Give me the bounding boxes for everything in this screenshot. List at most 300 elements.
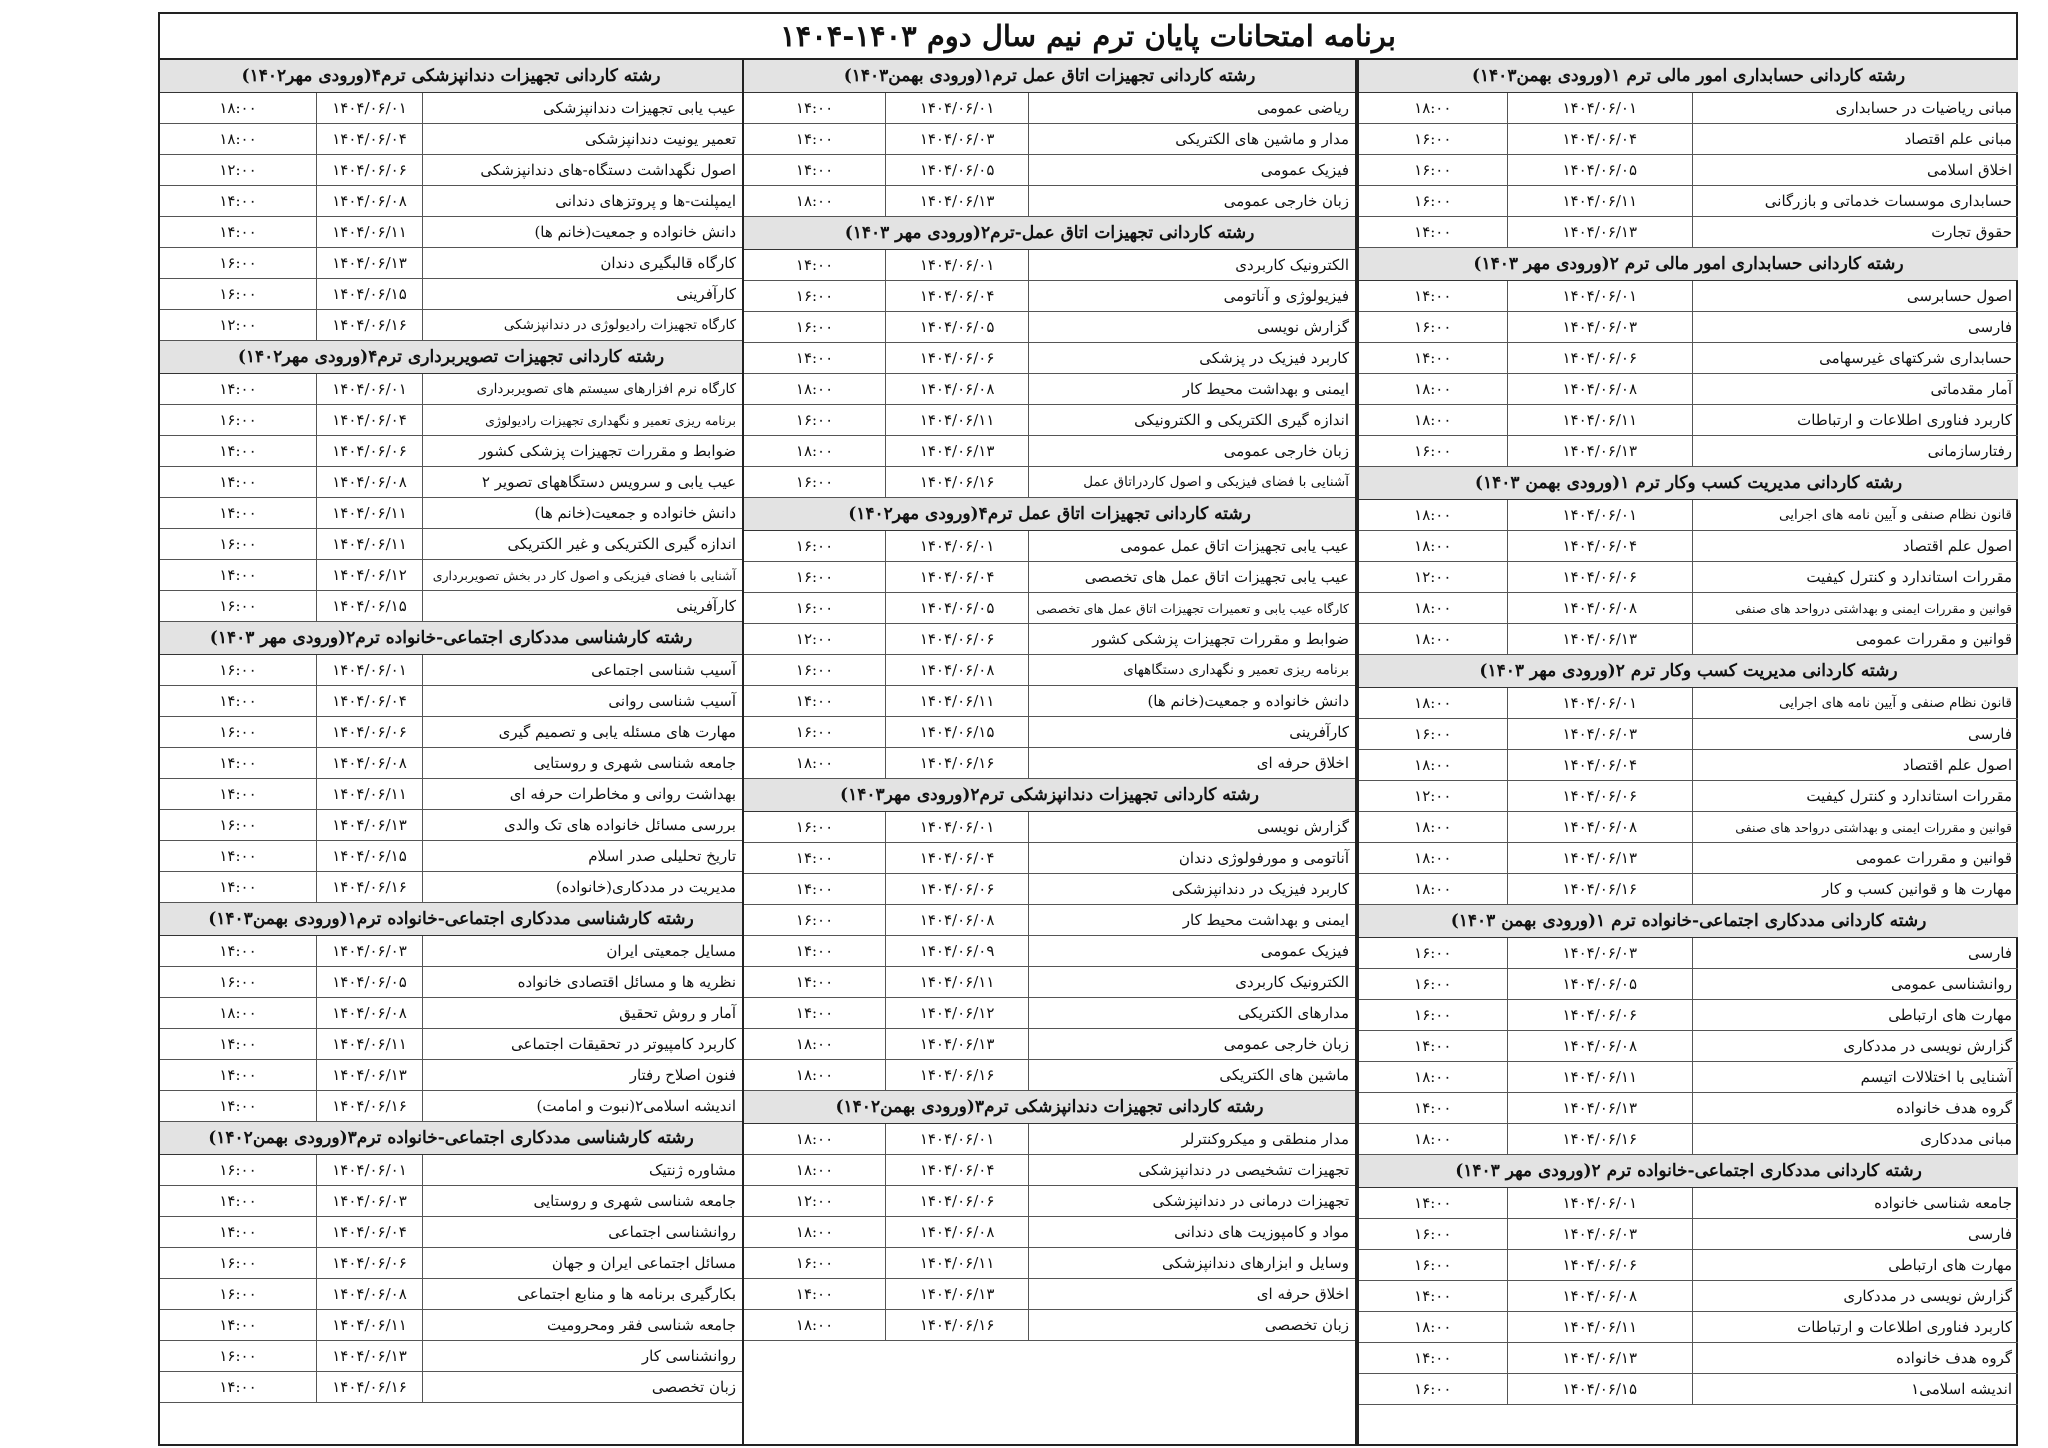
table-row bbox=[1359, 1250, 2018, 1281]
table-row bbox=[160, 310, 742, 341]
table-row bbox=[1359, 1343, 2018, 1374]
exam-subject: دانش خانواده و جمعیت(خانم ها) bbox=[422, 217, 742, 247]
exam-subject: آشنایی با اختلالات اتیسم bbox=[1692, 1062, 2018, 1092]
exam-subject: مبانی علم اقتصاد bbox=[1692, 124, 2018, 154]
exam-time: ۱۸:۰۰ bbox=[1414, 99, 1452, 117]
exam-time: ۱۸:۰۰ bbox=[1414, 411, 1452, 429]
exam-subject: فیزیولوژی و آناتومی bbox=[1028, 281, 1355, 311]
exam-time: ۱۶:۰۰ bbox=[795, 411, 834, 429]
exam-subject: کارگاه نرم افزارهای سیستم های تصویربرداری bbox=[422, 374, 742, 404]
table-row bbox=[744, 967, 1355, 998]
program-header: رشته کاردانی تجهیزات دندانپزشکی ترم۲(ورودی مهر۱۴۰۳) bbox=[744, 779, 1355, 812]
table-row bbox=[744, 998, 1355, 1029]
exam-time: ۱۴:۰۰ bbox=[219, 192, 257, 210]
exam-subject: گزارش نویسی bbox=[1028, 812, 1355, 842]
exam-subject: گروه هدف خانواده bbox=[1692, 1093, 2018, 1123]
table-row bbox=[160, 686, 742, 717]
exam-time: ۱۴:۰۰ bbox=[219, 1378, 257, 1396]
exam-date: ۱۴۰۴/۰۶/۱۵ bbox=[1507, 1374, 1692, 1404]
exam-date: ۱۴۰۴/۰۶/۱۳ bbox=[885, 186, 1028, 216]
exam-date: ۱۴۰۴/۰۶/۰۸ bbox=[885, 1217, 1028, 1247]
exam-subject: اخلاق حرفه ای bbox=[1028, 748, 1355, 778]
exam-time: ۱۶:۰۰ bbox=[1414, 1256, 1452, 1274]
table-row bbox=[160, 529, 742, 560]
table-row bbox=[744, 1279, 1355, 1310]
exam-subject: قوانین و مقررات عمومی bbox=[1692, 843, 2018, 873]
table-row bbox=[160, 841, 742, 872]
exam-time: ۱۶:۰۰ bbox=[219, 597, 257, 615]
exam-subject: فیزیک عمومی bbox=[1028, 936, 1355, 966]
exam-date: ۱۴۰۴/۰۶/۱۶ bbox=[316, 310, 422, 340]
exam-subject: جامعه شناسی فقر ومحرومیت bbox=[422, 1310, 742, 1340]
exam-time: ۱۶:۰۰ bbox=[1414, 442, 1452, 460]
table-row bbox=[1359, 531, 2018, 562]
exam-date: ۱۴۰۴/۰۶/۱۱ bbox=[885, 1248, 1028, 1278]
table-row bbox=[1359, 281, 2018, 312]
table-row bbox=[160, 374, 742, 405]
exam-date: ۱۴۰۴/۰۶/۰۶ bbox=[885, 1186, 1028, 1216]
exam-date: ۱۴۰۴/۰۶/۱۱ bbox=[1507, 186, 1692, 216]
exam-subject: مهارت های ارتباطی bbox=[1692, 1000, 2018, 1030]
exam-subject: دانش خانواده و جمعیت(خانم ها) bbox=[1028, 686, 1355, 716]
exam-subject: قانون نظام صنفی و آیین نامه های اجرایی bbox=[1692, 500, 2018, 530]
exam-time: ۱۶:۰۰ bbox=[795, 661, 834, 679]
exam-time: ۱۴:۰۰ bbox=[795, 99, 834, 117]
exam-date: ۱۴۰۴/۰۶/۱۱ bbox=[316, 1310, 422, 1340]
table-row bbox=[1359, 843, 2018, 874]
exam-date: ۱۴۰۴/۰۶/۱۱ bbox=[316, 529, 422, 559]
program-header: رشته کاردانی مدیریت کسب وکار ترم ۲(ورودی مهر ۱۴۰۳) bbox=[1359, 655, 2018, 688]
exam-subject: اصول علم اقتصاد bbox=[1692, 750, 2018, 780]
table-row bbox=[744, 436, 1355, 467]
exam-date: ۱۴۰۴/۰۶/۱۳ bbox=[885, 1279, 1028, 1309]
table-row bbox=[744, 405, 1355, 436]
exam-subject: قوانین و مقررات عمومی bbox=[1692, 624, 2018, 654]
exam-subject: بکارگیری برنامه ها و منابع اجتماعی bbox=[422, 1279, 742, 1309]
program-header: رشته کاردانی تجهیزات تصویربرداری ترم۴(ورودی مهر۱۴۰۲) bbox=[160, 341, 742, 374]
table-row bbox=[1359, 217, 2018, 248]
program-header: رشته کاردانی حسابداری امور مالی ترم ۲(ورودی مهر ۱۴۰۳) bbox=[1359, 248, 2018, 281]
exam-date: ۱۴۰۴/۰۶/۰۴ bbox=[885, 1155, 1028, 1185]
exam-subject: آشنایی با فضای فیزیکی و اصول کاردراتاق عمل bbox=[1028, 467, 1355, 497]
table-row bbox=[744, 374, 1355, 405]
exam-time: ۱۴:۰۰ bbox=[219, 1192, 257, 1210]
exam-subject: تجهیزات تشخیصی در دندانپزشکی bbox=[1028, 1155, 1355, 1185]
table-row bbox=[160, 498, 742, 529]
exam-subject: مدار و ماشین های الکتریکی bbox=[1028, 124, 1355, 154]
exam-time: ۱۴:۰۰ bbox=[219, 223, 257, 241]
table-row bbox=[1359, 812, 2018, 843]
exam-date: ۱۴۰۴/۰۶/۱۱ bbox=[1507, 1062, 1692, 1092]
exam-date: ۱۴۰۴/۰۶/۰۶ bbox=[316, 436, 422, 466]
table-row bbox=[160, 155, 742, 186]
exam-subject: زبان خارجی عمومی bbox=[1028, 1029, 1355, 1059]
exam-subject: الکترونیک کاربردی bbox=[1028, 967, 1355, 997]
exam-subject: کاربرد فیزیک در پزشکی bbox=[1028, 343, 1355, 373]
exam-date: ۱۴۰۴/۰۶/۱۳ bbox=[316, 248, 422, 278]
exam-subject: جامعه شناسی شهری و روستایی bbox=[422, 748, 742, 778]
exam-date: ۱۴۰۴/۰۶/۰۸ bbox=[316, 748, 422, 778]
table-row bbox=[744, 905, 1355, 936]
schedule-column-right bbox=[1357, 60, 2018, 1446]
exam-subject: اندازه گیری الکتریکی و الکترونیکی bbox=[1028, 405, 1355, 435]
table-row bbox=[1359, 719, 2018, 750]
exam-subject: گزارش نویسی bbox=[1028, 312, 1355, 342]
table-row bbox=[160, 405, 742, 436]
exam-date: ۱۴۰۴/۰۶/۱۶ bbox=[316, 1091, 422, 1121]
program-header: رشته کارشناسی مددکاری اجتماعی-خانواده ترم۳(ورودی بهمن۱۴۰۲) bbox=[160, 1122, 742, 1155]
exam-date: ۱۴۰۴/۰۶/۰۴ bbox=[885, 562, 1028, 592]
table-row bbox=[744, 843, 1355, 874]
exam-time: ۱۶:۰۰ bbox=[1414, 975, 1452, 993]
exam-date: ۱۴۰۴/۰۶/۱۶ bbox=[885, 1060, 1028, 1090]
table-row bbox=[160, 1029, 742, 1060]
exam-subject: دانش خانواده و جمعیت(خانم ها) bbox=[422, 498, 742, 528]
exam-subject: تعمیر یونیت دندانپزشکی bbox=[422, 124, 742, 154]
exam-date: ۱۴۰۴/۰۶/۰۶ bbox=[1507, 1250, 1692, 1280]
exam-subject: مسائل اجتماعی ایران و جهان bbox=[422, 1248, 742, 1278]
exam-date: ۱۴۰۴/۰۶/۰۸ bbox=[885, 655, 1028, 685]
table-row bbox=[1359, 374, 2018, 405]
exam-time: ۱۴:۰۰ bbox=[795, 161, 834, 179]
exam-subject: اصول نگهداشت دستگاه-های دندانپزشکی bbox=[422, 155, 742, 185]
table-row bbox=[160, 810, 742, 841]
table-row bbox=[160, 591, 742, 622]
exam-date: ۱۴۰۴/۰۶/۰۶ bbox=[885, 343, 1028, 373]
table-row bbox=[744, 874, 1355, 905]
exam-subject: کاربرد فناوری اطلاعات و ارتباطات bbox=[1692, 1312, 2018, 1342]
exam-subject: زبان تخصصی bbox=[1028, 1310, 1355, 1340]
exam-time: ۱۲:۰۰ bbox=[1414, 568, 1452, 586]
table-row bbox=[160, 560, 742, 591]
exam-time: ۱۴:۰۰ bbox=[219, 785, 257, 803]
exam-date: ۱۴۰۴/۰۶/۰۳ bbox=[316, 1186, 422, 1216]
exam-time: ۱۶:۰۰ bbox=[1414, 130, 1452, 148]
exam-date: ۱۴۰۴/۰۶/۱۶ bbox=[885, 1310, 1028, 1340]
table-row bbox=[160, 93, 742, 124]
table-row bbox=[744, 562, 1355, 593]
program-header: رشته کاردانی تجهیزات اتاق عمل-ترم۲(ورودی مهر ۱۴۰۳) bbox=[744, 217, 1355, 250]
exam-subject: ضوابط و مقررات تجهیزات پزشکی کشور bbox=[1028, 624, 1355, 654]
exam-time: ۱۸:۰۰ bbox=[795, 1316, 834, 1334]
exam-date: ۱۴۰۴/۰۶/۰۸ bbox=[1507, 1031, 1692, 1061]
exam-time: ۱۸:۰۰ bbox=[219, 99, 257, 117]
exam-time: ۱۴:۰۰ bbox=[219, 847, 257, 865]
program-header: رشته کارشناسی مددکاری اجتماعی-خانواده ترم۱(ورودی بهمن۱۴۰۳) bbox=[160, 903, 742, 936]
exam-time: ۱۴:۰۰ bbox=[1414, 1349, 1452, 1367]
exam-date: ۱۴۰۴/۰۶/۱۶ bbox=[1507, 874, 1692, 904]
exam-date: ۱۴۰۴/۰۶/۰۶ bbox=[1507, 343, 1692, 373]
exam-subject: آشنایی با فضای فیزیکی و اصول کار در بخش تصویربرداری bbox=[422, 560, 742, 590]
exam-date: ۱۴۰۴/۰۶/۰۶ bbox=[885, 624, 1028, 654]
table-row bbox=[1359, 1312, 2018, 1343]
exam-subject: گروه هدف خانواده bbox=[1692, 1343, 2018, 1373]
table-row bbox=[160, 1279, 742, 1310]
exam-subject: رفتارسازمانی bbox=[1692, 436, 2018, 466]
exam-date: ۱۴۰۴/۰۶/۰۵ bbox=[1507, 969, 1692, 999]
exam-time: ۱۴:۰۰ bbox=[1414, 349, 1452, 367]
exam-subject: آمار و روش تحقیق bbox=[422, 998, 742, 1028]
exam-time: ۱۶:۰۰ bbox=[1414, 318, 1452, 336]
exam-time: ۱۸:۰۰ bbox=[1414, 380, 1452, 398]
table-row bbox=[744, 343, 1355, 374]
exam-subject: مقررات استاندارد و کنترل کیفیت bbox=[1692, 781, 2018, 811]
exam-time: ۱۸:۰۰ bbox=[795, 380, 834, 398]
exam-date: ۱۴۰۴/۰۶/۰۱ bbox=[1507, 281, 1692, 311]
exam-date: ۱۴۰۴/۰۶/۰۳ bbox=[1507, 719, 1692, 749]
exam-subject: مسایل جمعیتی ایران bbox=[422, 936, 742, 966]
exam-subject: اصول علم اقتصاد bbox=[1692, 531, 2018, 561]
table-row bbox=[1359, 750, 2018, 781]
exam-date: ۱۴۰۴/۰۶/۱۳ bbox=[1507, 1343, 1692, 1373]
exam-time: ۱۴:۰۰ bbox=[1414, 1037, 1452, 1055]
exam-time: ۱۴:۰۰ bbox=[219, 692, 257, 710]
exam-subject: قوانین و مقررات ایمنی و بهداشتی درواحد های صنفی bbox=[1692, 812, 2018, 842]
exam-subject: روانشناسی اجتماعی bbox=[422, 1217, 742, 1247]
exam-time: ۱۲:۰۰ bbox=[795, 630, 834, 648]
exam-time: ۱۶:۰۰ bbox=[1414, 161, 1452, 179]
exam-time: ۱۴:۰۰ bbox=[795, 692, 834, 710]
table-row bbox=[744, 186, 1355, 217]
exam-time: ۱۸:۰۰ bbox=[1414, 849, 1452, 867]
table-row bbox=[160, 1341, 742, 1372]
exam-time: ۱۶:۰۰ bbox=[219, 254, 257, 272]
table-row bbox=[160, 936, 742, 967]
exam-time: ۱۶:۰۰ bbox=[219, 411, 257, 429]
table-row bbox=[160, 1060, 742, 1091]
exam-subject: حسابداری موسسات خدماتی و بازرگانی bbox=[1692, 186, 2018, 216]
table-row bbox=[1359, 593, 2018, 624]
exam-date: ۱۴۰۴/۰۶/۰۶ bbox=[1507, 1000, 1692, 1030]
exam-subject: آسیب شناسی اجتماعی bbox=[422, 655, 742, 685]
exam-time: ۱۸:۰۰ bbox=[1414, 818, 1452, 836]
table-row bbox=[744, 1060, 1355, 1091]
exam-date: ۱۴۰۴/۰۶/۰۳ bbox=[1507, 1219, 1692, 1249]
exam-subject: ایمپلنت-ها و پروتزهای دندانی bbox=[422, 186, 742, 216]
exam-time: ۱۶:۰۰ bbox=[1414, 1006, 1452, 1024]
exam-date: ۱۴۰۴/۰۶/۱۳ bbox=[885, 1029, 1028, 1059]
exam-subject: آسیب شناسی روانی bbox=[422, 686, 742, 716]
exam-date: ۱۴۰۴/۰۶/۰۹ bbox=[885, 936, 1028, 966]
exam-time: ۱۸:۰۰ bbox=[795, 754, 834, 772]
exam-subject: اخلاق اسلامی bbox=[1692, 155, 2018, 185]
exam-time: ۱۶:۰۰ bbox=[219, 535, 257, 553]
program-header: رشته کاردانی حسابداری امور مالی ترم ۱(ورودی بهمن۱۴۰۳) bbox=[1359, 60, 2018, 93]
exam-time: ۱۶:۰۰ bbox=[795, 723, 834, 741]
exam-subject: فیزیک عمومی bbox=[1028, 155, 1355, 185]
exam-subject: ماشین های الکتریکی bbox=[1028, 1060, 1355, 1090]
table-row bbox=[744, 1124, 1355, 1155]
exam-time: ۱۶:۰۰ bbox=[1414, 725, 1452, 743]
program-header: رشته کاردانی مددکاری اجتماعی-خانواده ترم ۲(ورودی مهر ۱۴۰۳) bbox=[1359, 1155, 2018, 1188]
table-row bbox=[1359, 1374, 2018, 1405]
program-header: رشته کارشناسی مددکاری اجتماعی-خانواده ترم۲(ورودی مهر ۱۴۰۳) bbox=[160, 622, 742, 655]
exam-time: ۱۴:۰۰ bbox=[219, 442, 257, 460]
exam-time: ۱۶:۰۰ bbox=[1414, 944, 1452, 962]
exam-subject: عیب یابی تجهیزات اتاق عمل عمومی bbox=[1028, 531, 1355, 561]
exam-date: ۱۴۰۴/۰۶/۰۸ bbox=[316, 1279, 422, 1309]
table-row bbox=[744, 655, 1355, 686]
exam-date: ۱۴۰۴/۰۶/۱۱ bbox=[1507, 405, 1692, 435]
exam-time: ۱۴:۰۰ bbox=[219, 942, 257, 960]
exam-date: ۱۴۰۴/۰۶/۰۶ bbox=[1507, 562, 1692, 592]
table-row bbox=[160, 655, 742, 686]
table-row bbox=[160, 124, 742, 155]
exam-subject: تاریخ تحلیلی صدر اسلام bbox=[422, 841, 742, 871]
table-row bbox=[1359, 186, 2018, 217]
exam-time: ۱۴:۰۰ bbox=[219, 1316, 257, 1334]
exam-time: ۱۲:۰۰ bbox=[219, 316, 257, 334]
exam-date: ۱۴۰۴/۰۶/۱۱ bbox=[1507, 1312, 1692, 1342]
table-row bbox=[1359, 343, 2018, 374]
exam-date: ۱۴۰۴/۰۶/۱۱ bbox=[885, 686, 1028, 716]
table-row bbox=[160, 1310, 742, 1341]
exam-date: ۱۴۰۴/۰۶/۰۸ bbox=[316, 998, 422, 1028]
exam-time: ۱۴:۰۰ bbox=[795, 256, 834, 274]
program-header: رشته کاردانی تجهیزات دندانپزشکی ترم۴(ورودی مهر۱۴۰۲) bbox=[160, 60, 742, 93]
exam-subject: فنون اصلاح رفتار bbox=[422, 1060, 742, 1090]
exam-subject: الکترونیک کاربردی bbox=[1028, 250, 1355, 280]
exam-time: ۱۸:۰۰ bbox=[1414, 1130, 1452, 1148]
exam-date: ۱۴۰۴/۰۶/۰۱ bbox=[1507, 500, 1692, 530]
table-row bbox=[160, 967, 742, 998]
table-row bbox=[744, 124, 1355, 155]
table-row bbox=[160, 717, 742, 748]
exam-subject: کارآفرینی bbox=[422, 279, 742, 309]
exam-time: ۱۴:۰۰ bbox=[1414, 287, 1452, 305]
program-header: رشته کاردانی تجهیزات دندانپزشکی ترم۳(ورودی بهمن۱۴۰۲) bbox=[744, 1091, 1355, 1124]
exam-time: ۱۸:۰۰ bbox=[1414, 506, 1452, 524]
exam-subject: بررسی مسائل خانواده های تک والدی bbox=[422, 810, 742, 840]
exam-time: ۱۶:۰۰ bbox=[795, 473, 834, 491]
table-row bbox=[744, 1217, 1355, 1248]
program-header: رشته کاردانی تجهیزات اتاق عمل ترم۴(ورودی مهر۱۴۰۲) bbox=[744, 498, 1355, 531]
schedule-column-left bbox=[160, 60, 742, 1446]
table-row bbox=[1359, 969, 2018, 1000]
program-header: رشته کاردانی مددکاری اجتماعی-خانواده ترم ۱(ورودی بهمن ۱۴۰۳) bbox=[1359, 905, 2018, 938]
exam-subject: جامعه شناسی شهری و روستایی bbox=[422, 1186, 742, 1216]
exam-time: ۱۸:۰۰ bbox=[795, 1223, 834, 1241]
exam-date: ۱۴۰۴/۰۶/۱۱ bbox=[316, 779, 422, 809]
exam-time: ۱۶:۰۰ bbox=[1414, 1380, 1452, 1398]
table-row bbox=[1359, 781, 2018, 812]
exam-time: ۱۶:۰۰ bbox=[1414, 192, 1452, 210]
exam-time: ۱۸:۰۰ bbox=[1414, 694, 1452, 712]
table-row bbox=[1359, 500, 2018, 531]
table-row bbox=[744, 312, 1355, 343]
table-row bbox=[160, 279, 742, 310]
exam-time: ۱۶:۰۰ bbox=[219, 1161, 257, 1179]
exam-date: ۱۴۰۴/۰۶/۰۴ bbox=[316, 1217, 422, 1247]
exam-subject: آمار مقدماتی bbox=[1692, 374, 2018, 404]
exam-subject: مدار منطقی و میکروکنترلر bbox=[1028, 1124, 1355, 1154]
exam-time: ۱۸:۰۰ bbox=[1414, 1318, 1452, 1336]
exam-subject: گزارش نویسی در مددکاری bbox=[1692, 1281, 2018, 1311]
exam-time: ۱۸:۰۰ bbox=[795, 1035, 834, 1053]
exam-subject: اندیشه اسلامی۲(نبوت و امامت) bbox=[422, 1091, 742, 1121]
exam-time: ۱۴:۰۰ bbox=[1414, 1194, 1452, 1212]
exam-date: ۱۴۰۴/۰۶/۰۴ bbox=[1507, 531, 1692, 561]
exam-date: ۱۴۰۴/۰۶/۰۱ bbox=[1507, 1188, 1692, 1218]
exam-date: ۱۴۰۴/۰۶/۰۶ bbox=[885, 874, 1028, 904]
exam-time: ۱۶:۰۰ bbox=[219, 285, 257, 303]
exam-date: ۱۴۰۴/۰۶/۰۵ bbox=[316, 967, 422, 997]
exam-subject: فارسی bbox=[1692, 312, 2018, 342]
exam-date: ۱۴۰۴/۰۶/۱۱ bbox=[885, 405, 1028, 435]
exam-date: ۱۴۰۴/۰۶/۱۵ bbox=[316, 279, 422, 309]
exam-subject: تجهیزات درمانی در دندانپزشکی bbox=[1028, 1186, 1355, 1216]
exam-date: ۱۴۰۴/۰۶/۱۱ bbox=[316, 217, 422, 247]
exam-subject: کارآفرینی bbox=[1028, 717, 1355, 747]
exam-time: ۱۲:۰۰ bbox=[1414, 787, 1452, 805]
table-row bbox=[744, 624, 1355, 655]
exam-date: ۱۴۰۴/۰۶/۱۳ bbox=[316, 1341, 422, 1371]
exam-subject: وسایل و ابزارهای دندانپزشکی bbox=[1028, 1248, 1355, 1278]
exam-date: ۱۴۰۴/۰۶/۰۱ bbox=[1507, 688, 1692, 718]
exam-date: ۱۴۰۴/۰۶/۰۸ bbox=[1507, 1281, 1692, 1311]
exam-time: ۱۸:۰۰ bbox=[1414, 880, 1452, 898]
exam-time: ۱۴:۰۰ bbox=[795, 1285, 834, 1303]
exam-subject: ضوابط و مقررات تجهیزات پزشکی کشور bbox=[422, 436, 742, 466]
exam-date: ۱۴۰۴/۰۶/۱۶ bbox=[316, 872, 422, 902]
exam-subject: کارگاه قالبگیری دندان bbox=[422, 248, 742, 278]
exam-subject: مهارت ها و قوانین کسب و کار bbox=[1692, 874, 2018, 904]
exam-time: ۱۶:۰۰ bbox=[795, 568, 834, 586]
table-row bbox=[744, 281, 1355, 312]
exam-date: ۱۴۰۴/۰۶/۰۸ bbox=[1507, 593, 1692, 623]
exam-time: ۱۴:۰۰ bbox=[219, 566, 257, 584]
exam-date: ۱۴۰۴/۰۶/۰۶ bbox=[316, 155, 422, 185]
exam-subject: حسابداری شرکتهای غیرسهامی bbox=[1692, 343, 2018, 373]
exam-subject: مدیریت در مددکاری(خانواده) bbox=[422, 872, 742, 902]
program-header: رشته کاردانی مدیریت کسب وکار ترم ۱(ورودی بهمن ۱۴۰۳) bbox=[1359, 467, 2018, 500]
table-row bbox=[160, 217, 742, 248]
exam-subject: اصول حسابرسی bbox=[1692, 281, 2018, 311]
table-row bbox=[1359, 688, 2018, 719]
exam-time: ۱۶:۰۰ bbox=[219, 1285, 257, 1303]
exam-time: ۱۴:۰۰ bbox=[1414, 1287, 1452, 1305]
table-row bbox=[744, 1155, 1355, 1186]
exam-date: ۱۴۰۴/۰۶/۰۱ bbox=[885, 812, 1028, 842]
table-row bbox=[160, 1186, 742, 1217]
exam-date: ۱۴۰۴/۰۶/۰۵ bbox=[885, 155, 1028, 185]
exam-subject: مدارهای الکتریکی bbox=[1028, 998, 1355, 1028]
table-row bbox=[1359, 155, 2018, 186]
exam-subject: جامعه شناسی خانواده bbox=[1692, 1188, 2018, 1218]
table-row bbox=[744, 1310, 1355, 1341]
exam-date: ۱۴۰۴/۰۶/۰۱ bbox=[316, 1155, 422, 1185]
table-row bbox=[744, 593, 1355, 624]
exam-time: ۱۶:۰۰ bbox=[1414, 1225, 1452, 1243]
exam-date: ۱۴۰۴/۰۶/۱۶ bbox=[885, 748, 1028, 778]
exam-date: ۱۴۰۴/۰۶/۰۶ bbox=[316, 1248, 422, 1278]
exam-time: ۱۴:۰۰ bbox=[1414, 1099, 1452, 1117]
table-row bbox=[160, 1248, 742, 1279]
exam-date: ۱۴۰۴/۰۶/۱۳ bbox=[316, 810, 422, 840]
exam-date: ۱۴۰۴/۰۶/۱۱ bbox=[316, 498, 422, 528]
exam-date: ۱۴۰۴/۰۶/۱۶ bbox=[1507, 1124, 1692, 1154]
exam-time: ۱۴:۰۰ bbox=[219, 380, 257, 398]
exam-time: ۱۴:۰۰ bbox=[795, 973, 834, 991]
exam-time: ۱۴:۰۰ bbox=[219, 1035, 257, 1053]
exam-schedule-sheet bbox=[158, 12, 2018, 1446]
table-row bbox=[1359, 312, 2018, 343]
exam-time: ۱۴:۰۰ bbox=[219, 473, 257, 491]
exam-date: ۱۴۰۴/۰۶/۰۴ bbox=[1507, 124, 1692, 154]
exam-date: ۱۴۰۴/۰۶/۱۶ bbox=[885, 467, 1028, 497]
exam-subject: زبان خارجی عمومی bbox=[1028, 436, 1355, 466]
exam-subject: مقررات استاندارد و کنترل کیفیت bbox=[1692, 562, 2018, 592]
